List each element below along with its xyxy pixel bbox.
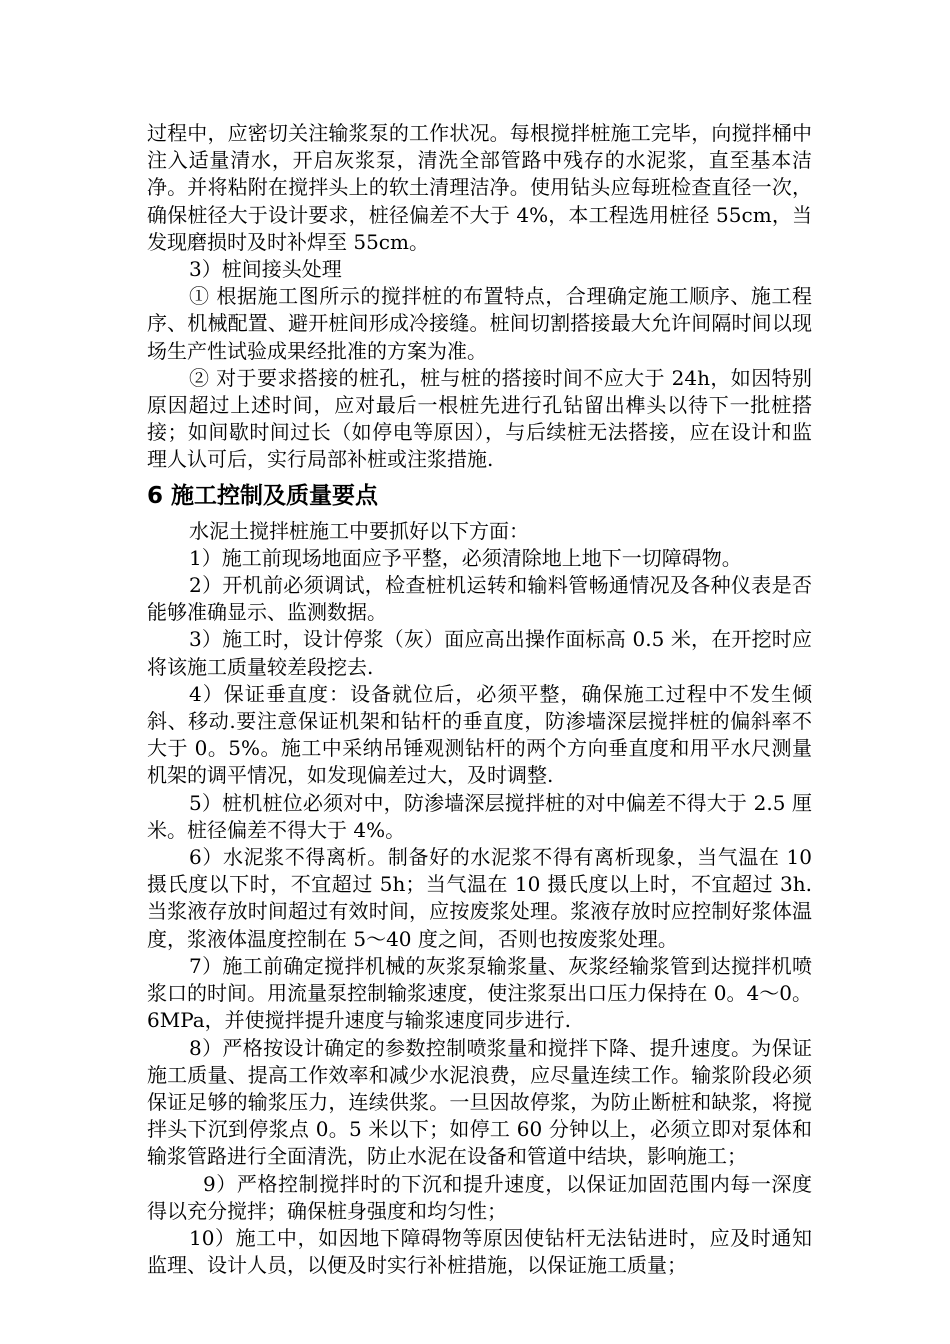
list-item: 10）施工中，如因地下障碍物等原因使钻杆无法钻进时，应及时通知监理、设计人员，以便及时实行补桩措施，以保证施工质量； [147, 1225, 812, 1278]
list-item: 7）施工前确定搅拌机械的灰浆泵输浆量、灰浆经输浆管到达搅拌机喷浆口的时间。用流量泵控制输浆速度，使注浆泵出口压力保持在 0。4～0。6MPa，并使搅拌提升速度与输浆速度同步进行. [147, 953, 812, 1033]
list-item: 4）保证垂直度：设备就位后，必须平整，确保施工过程中不发生倾斜、移动.要注意保证机架和钻杆的垂直度，防渗墙深层搅拌桩的偏斜率不大于 0。5%。施工中采纳吊锤观测钻杆的两个方向垂直度和用平水尺测量机架的调平情况，如发现偏差过大，及时调整. [147, 681, 812, 788]
paragraph-intro: 水泥土搅拌桩施工中要抓好以下方面： [189, 518, 529, 543]
paragraph-item-2: ② 对于要求搭接的桩孔，桩与桩的搭接时间不应大于 24h，如因特别原因超过上述时间，应对最后一根桩先进行孔钻留出榫头以待下一批桩搭接；如间歇时间过长（如停电等原因），与后续桩无法搭接，应在设计和监理人认可后，实行局部补桩或注浆措施. [147, 365, 812, 472]
list-item: 5）桩机桩位必须对中，防渗墙深层搅拌桩的对中偏差不得大于 2.5 厘米。桩径偏差不得大于 4%。 [147, 790, 812, 842]
list-item: 3）施工时，设计停浆（灰）面应高出操作面标高 0.5 米，在开挖时应将该施工质量较差段挖去. [147, 627, 812, 679]
list-item: 6）水泥浆不得离析。制备好的水泥浆不得有离析现象，当气温在 10 摄氏度以下时，不宜超过 5h；当气温在 10 摄氏度以上时，不宜超过 3h.当浆液存放时间超过有效时间，应按废浆处理。浆液存放时应控制好浆体温度，浆液体温度控制在 5～40 度之间，否则也按废浆处理。 [147, 845, 812, 951]
list-item: 8）严格按设计确定的参数控制喷浆量和搅拌下降、提升速度。为保证施工质量、提高工作效率和减少水泥浪费，应尽量连续工作。输浆阶段必须保证足够的输浆压力，连续供浆。一旦因故停浆，为防止断桩和缺浆，将搅拌头下沉到停浆点 0。5 米以下；如停工 60 分钟以上，必须立即对泵体和输浆管路进行全面清洗，防止水泥在设备和管道中结块，影响施工； [147, 1035, 812, 1169]
list-item: 2）开机前必须调试，检查桩机运转和输料管畅通情况及各种仪表是否能够准确显示、监测数据。 [147, 573, 812, 625]
paragraph-item-1: ① 根据施工图所示的搅拌桩的布置特点，合理确定施工顺序、施工程序、机械配置、避开桩间形成冷接缝。桩间切割搭接最大允许间隔时间以现场生产性试验成果经批准的方案为准。 [147, 284, 812, 363]
subsection-title-joint-treatment: 3）桩间接头处理 [189, 257, 342, 282]
paragraph-continuation: 过程中，应密切关注输浆泵的工作状况。每根搅拌桩施工完毕，向搅拌桶中注入适量清水，开启灰浆泵，清洗全部管路中残存的水泥浆，直至基本洁净。并将粘附在搅拌头上的软土清理洁净。使用钻头应每班检查直径一次，确保桩径大于设计要求，桩径偏差不大于 4%，本工程选用桩径 55cm，当发现磨损时及时补焊至 55cm。 [147, 121, 812, 254]
list-item: 1）施工前现场地面应予平整，必须清除地上地下一切障碍物。 [189, 545, 742, 570]
section-heading: 6 施工控制及质量要点 [147, 482, 379, 509]
list-item: 9）严格控制搅拌时的下沉和提升速度，以保证加固范围内每一深度得以充分搅拌；确保桩身强度和均匀性； [147, 1171, 812, 1223]
document-body [147, 120, 812, 1279]
